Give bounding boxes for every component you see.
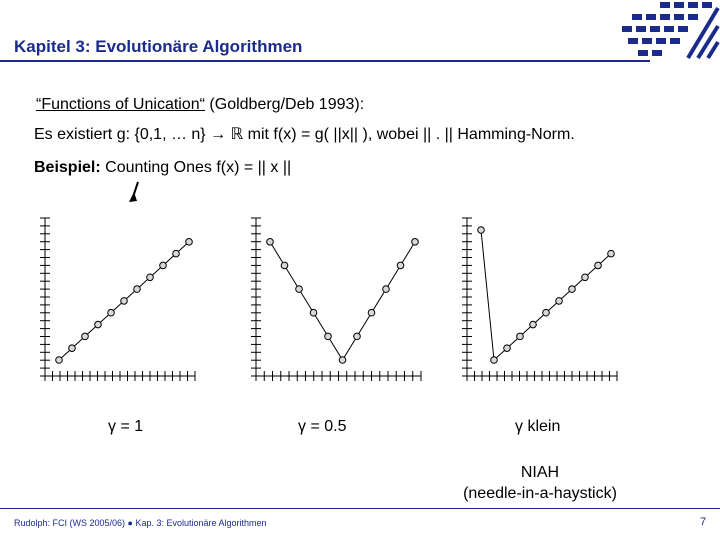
data-point bbox=[325, 333, 332, 340]
data-point bbox=[397, 262, 404, 269]
footer-text: Rudolph: FCI (WS 2005/06) ● Kap. 3: Evolutionäre Algorithmen bbox=[14, 518, 267, 528]
functions-of-unication-label: “Functions of Unication“ bbox=[36, 96, 205, 113]
definition-line: Es existiert g: {0,1, … n} → ℝ mit f(x) = g( ||x|| ), wobei || . || Hamming-Norm. bbox=[34, 126, 575, 143]
data-point bbox=[368, 309, 375, 316]
data-point bbox=[530, 321, 537, 328]
data-point bbox=[504, 345, 511, 352]
niah-subtitle: (needle-in-a-haystick) bbox=[463, 485, 617, 502]
data-point bbox=[569, 286, 576, 293]
citation-text: (Goldberg/Deb 1993): bbox=[204, 96, 365, 113]
data-point bbox=[134, 286, 141, 293]
data-point bbox=[160, 262, 167, 269]
page-title: Kapitel 3: Evolutionäre Algorithmen bbox=[14, 37, 303, 56]
data-point bbox=[595, 262, 602, 269]
data-point bbox=[108, 309, 115, 316]
data-point bbox=[517, 333, 524, 340]
data-point bbox=[354, 333, 361, 340]
data-point bbox=[82, 333, 89, 340]
data-point bbox=[310, 309, 317, 316]
data-point bbox=[556, 298, 563, 305]
data-point bbox=[69, 345, 76, 352]
data-point bbox=[383, 286, 390, 293]
gamma-one-label: γ = 1 bbox=[108, 418, 144, 435]
data-point bbox=[339, 357, 346, 364]
page-number: 7 bbox=[700, 516, 707, 528]
data-point bbox=[543, 309, 550, 316]
niah-caption bbox=[440, 462, 640, 504]
data-point bbox=[147, 274, 154, 281]
data-point bbox=[173, 250, 180, 257]
data-point bbox=[267, 239, 274, 246]
gamma-half-label: γ = 0.5 bbox=[298, 418, 347, 435]
data-point bbox=[186, 239, 193, 246]
data-point bbox=[121, 298, 128, 305]
data-point bbox=[582, 274, 589, 281]
data-point bbox=[478, 227, 485, 234]
data-point bbox=[95, 321, 102, 328]
data-point bbox=[608, 250, 615, 257]
series-line-3 bbox=[481, 230, 611, 360]
data-point bbox=[491, 357, 498, 364]
data-point bbox=[412, 239, 419, 246]
gamma-small-label: γ klein bbox=[515, 418, 561, 435]
niah-title: NIAH bbox=[520, 464, 560, 481]
footer-divider bbox=[0, 508, 720, 509]
pointer-arrowhead bbox=[129, 192, 137, 202]
example-text: Counting Ones f(x) = || x || bbox=[100, 159, 292, 176]
data-point bbox=[56, 357, 63, 364]
data-point bbox=[296, 286, 303, 293]
example-label: Beispiel: bbox=[34, 159, 101, 176]
data-point bbox=[281, 262, 288, 269]
series-line-2 bbox=[270, 242, 415, 360]
